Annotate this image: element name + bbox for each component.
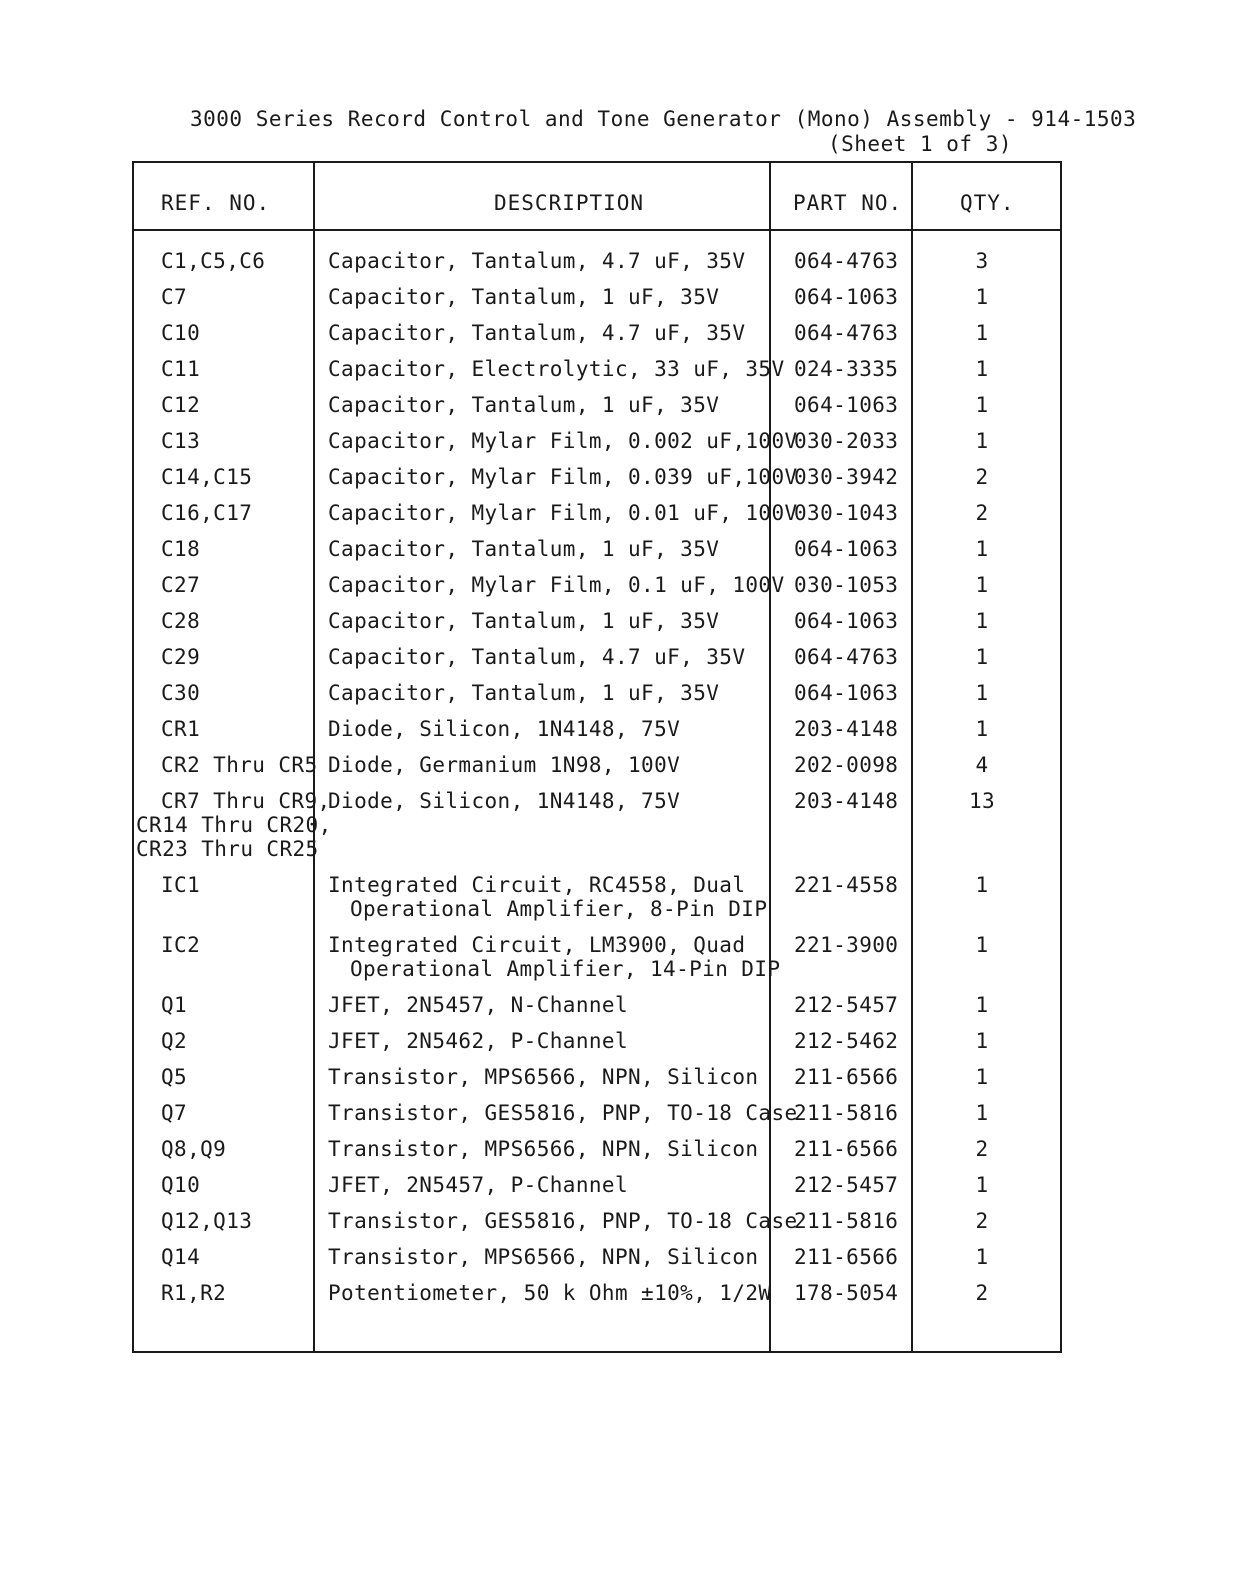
ref-text: C10: [161, 321, 201, 345]
description-text: Diode, Silicon, 1N4148, 75V: [328, 717, 681, 741]
description-cell: [328, 1173, 628, 1197]
part-number-cell: 030-2033: [794, 429, 899, 453]
part-number-cell: 064-4763: [794, 249, 899, 273]
description-text: Capacitor, Tantalum, 1 uF, 35V: [328, 285, 720, 309]
description-text: Capacitor, Tantalum, 1 uF, 35V: [328, 681, 720, 705]
description-cell: [328, 285, 719, 309]
ref-cell: [161, 321, 200, 345]
qty-cell: 1: [975, 873, 989, 897]
table-row: [134, 285, 1060, 321]
ref-cell: [161, 753, 318, 777]
qty-cell: 1: [975, 573, 989, 597]
description-text: Capacitor, Tantalum, 1 uF, 35V: [328, 537, 720, 561]
description-text: JFET, 2N5457, P-Channel: [328, 1173, 628, 1197]
table-row: [134, 681, 1060, 717]
part-number-cell: 064-4763: [794, 645, 899, 669]
qty-cell: 1: [975, 1029, 989, 1053]
header-ref: REF. NO.: [161, 191, 271, 215]
qty-cell: 1: [975, 1101, 989, 1125]
table-row: [134, 429, 1060, 465]
description-cell: [328, 429, 798, 453]
ref-cell: [161, 573, 200, 597]
ref-cell: [161, 465, 252, 489]
part-number-cell: 064-4763: [794, 321, 899, 345]
ref-text: CR2 Thru CR5: [161, 753, 318, 777]
table-row: [134, 609, 1060, 645]
ref-text: C29: [161, 645, 201, 669]
table-row: [134, 465, 1060, 501]
ref-cell: [161, 1065, 187, 1089]
ref-cell: [161, 1029, 187, 1053]
ref-cell: [161, 645, 200, 669]
table-row: [134, 1209, 1060, 1245]
qty-cell: 1: [975, 393, 989, 417]
table-row: [134, 1137, 1060, 1173]
description-text: Capacitor, Mylar Film, 0.039 uF,100V: [328, 465, 798, 489]
ref-cell: [161, 249, 265, 273]
part-number-cell: 203-4148: [794, 789, 899, 813]
qty-cell: 1: [975, 321, 989, 345]
description-cell: [328, 501, 798, 525]
ref-cell: [161, 681, 200, 705]
table-row: [134, 321, 1060, 357]
ref-cell: [161, 501, 252, 525]
ref-cell: [161, 357, 200, 381]
qty-cell: 2: [975, 501, 989, 525]
table-row: [134, 645, 1060, 681]
qty-cell: 1: [975, 537, 989, 561]
table-row: [134, 753, 1060, 789]
ref-cell: [161, 993, 187, 1017]
description-cell: [328, 789, 680, 813]
part-number-cell: 212-5457: [794, 993, 899, 1017]
description-cell: [328, 717, 680, 741]
description-text: Capacitor, Tantalum, 4.7 uF, 35V: [328, 321, 746, 345]
description-text: Capacitor, Tantalum, 4.7 uF, 35V: [328, 645, 746, 669]
part-number-cell: 064-1063: [794, 285, 899, 309]
description-text: Capacitor, Mylar Film, 0.002 uF,100V: [328, 429, 798, 453]
part-number-cell: 203-4148: [794, 717, 899, 741]
ref-text: C1,C5,C6: [161, 249, 266, 273]
description-text: JFET, 2N5462, P-Channel: [328, 1029, 628, 1053]
ref-text: C18: [161, 537, 201, 561]
description-text: Integrated Circuit, RC4558, Dual: [328, 873, 746, 897]
ref-text: Q2: [161, 1029, 188, 1053]
description-cell: [328, 1065, 758, 1089]
ref-text: Q12,Q13: [161, 1209, 253, 1233]
description-text: Integrated Circuit, LM3900, Quad: [328, 933, 746, 957]
ref-text: C27: [161, 573, 201, 597]
part-number-cell: 212-5462: [794, 1029, 899, 1053]
table-row: [134, 1065, 1060, 1101]
ref-text: R1,R2: [161, 1281, 227, 1305]
description-text: Capacitor, Tantalum, 4.7 uF, 35V: [328, 249, 746, 273]
ref-text: C16,C17: [161, 501, 253, 525]
ref-cell: [161, 393, 200, 417]
part-number-cell: 202-0098: [794, 753, 899, 777]
ref-text: CR7 Thru CR9,: [161, 789, 331, 813]
qty-cell: 1: [975, 1173, 989, 1197]
document-title: 3000 Series Record Control and Tone Generator (Mono) Assembly - 914-1503: [190, 107, 1137, 131]
part-number-cell: 024-3335: [794, 357, 899, 381]
description-text: Diode, Silicon, 1N4148, 75V: [328, 789, 681, 813]
ref-cell: [161, 609, 200, 633]
part-number-cell: 211-5816: [794, 1209, 899, 1233]
ref-text: CR14 Thru CR20,: [136, 813, 332, 837]
part-number-cell: 211-6566: [794, 1137, 899, 1161]
qty-cell: 2: [975, 1137, 989, 1161]
ref-cell: [161, 537, 200, 561]
table-row: [134, 1173, 1060, 1209]
ref-text: C12: [161, 393, 201, 417]
ref-text: C30: [161, 681, 201, 705]
table-row: [134, 1245, 1060, 1281]
qty-cell: 1: [975, 681, 989, 705]
table-row: [134, 249, 1060, 285]
table-row: [134, 537, 1060, 573]
part-number-cell: 221-3900: [794, 933, 899, 957]
ref-cell: [161, 285, 187, 309]
description-text: Operational Amplifier, 8-Pin DIP: [350, 897, 768, 921]
header-description: DESCRIPTION: [494, 191, 645, 215]
part-number-cell: 064-1063: [794, 609, 899, 633]
header-qty: QTY.: [960, 191, 1015, 215]
ref-text: C28: [161, 609, 201, 633]
ref-text: Q1: [161, 993, 188, 1017]
part-number-cell: 030-1043: [794, 501, 899, 525]
description-cell: [328, 1209, 798, 1233]
part-number-cell: 221-4558: [794, 873, 899, 897]
table-row: [134, 501, 1060, 537]
table-row: [134, 933, 1060, 993]
part-number-cell: 178-5054: [794, 1281, 899, 1305]
description-cell: [328, 873, 767, 921]
ref-text: C14,C15: [161, 465, 253, 489]
qty-cell: 4: [975, 753, 989, 777]
header-part: PART NO.: [793, 191, 903, 215]
part-number-cell: 211-5816: [794, 1101, 899, 1125]
ref-text: IC1: [161, 873, 201, 897]
table-row: [134, 1101, 1060, 1137]
description-cell: [328, 933, 780, 981]
qty-cell: 1: [975, 1065, 989, 1089]
parts-table: [132, 161, 1062, 1353]
ref-cell: [161, 1209, 252, 1233]
ref-text: Q8,Q9: [161, 1137, 227, 1161]
qty-cell: 1: [975, 285, 989, 309]
ref-text: Q5: [161, 1065, 188, 1089]
ref-text: IC2: [161, 933, 201, 957]
description-cell: [328, 393, 719, 417]
description-cell: [328, 357, 785, 381]
description-text: Transistor, GES5816, PNP, TO-18 Case: [328, 1209, 798, 1233]
table-row: [134, 1029, 1060, 1065]
qty-cell: 2: [975, 1209, 989, 1233]
part-number-cell: 212-5457: [794, 1173, 899, 1197]
ref-cell: [161, 429, 200, 453]
description-text: JFET, 2N5457, N-Channel: [328, 993, 628, 1017]
description-cell: [328, 681, 719, 705]
description-cell: [328, 1281, 771, 1305]
ref-cell: [161, 1101, 187, 1125]
qty-cell: 2: [975, 1281, 989, 1305]
qty-cell: 3: [975, 249, 989, 273]
ref-text: Q10: [161, 1173, 201, 1197]
description-cell: [328, 645, 745, 669]
part-number-cell: 064-1063: [794, 681, 899, 705]
ref-text: C13: [161, 429, 201, 453]
description-text: Transistor, GES5816, PNP, TO-18 Case: [328, 1101, 798, 1125]
description-cell: [328, 537, 719, 561]
qty-cell: 13: [968, 789, 996, 813]
qty-cell: 1: [975, 609, 989, 633]
ref-text: CR1: [161, 717, 201, 741]
description-cell: [328, 609, 719, 633]
description-text: Transistor, MPS6566, NPN, Silicon: [328, 1245, 759, 1269]
table-row: [134, 717, 1060, 753]
qty-cell: 1: [975, 717, 989, 741]
qty-cell: 1: [975, 1245, 989, 1269]
table-body: [134, 249, 1060, 1317]
ref-cell: [161, 1281, 226, 1305]
ref-text: CR23 Thru CR25: [136, 837, 319, 861]
description-cell: [328, 1029, 628, 1053]
ref-cell: [161, 1173, 200, 1197]
table-row: [134, 873, 1060, 933]
part-number-cell: 030-1053: [794, 573, 899, 597]
qty-cell: 2: [975, 465, 989, 489]
ref-cell: [161, 873, 200, 897]
description-cell: [328, 1137, 758, 1161]
description-cell: [328, 465, 798, 489]
part-number-cell: 030-3942: [794, 465, 899, 489]
description-cell: [328, 573, 785, 597]
description-text: Transistor, MPS6566, NPN, Silicon: [328, 1137, 759, 1161]
ref-text: Q7: [161, 1101, 188, 1125]
ref-text: Q14: [161, 1245, 201, 1269]
ref-cell: [161, 717, 200, 741]
table-row: [134, 1281, 1060, 1317]
description-text: Diode, Germanium 1N98, 100V: [328, 753, 681, 777]
table-row: [134, 357, 1060, 393]
ref-cell: [161, 1245, 200, 1269]
ref-cell: [161, 933, 200, 957]
part-number-cell: 064-1063: [794, 537, 899, 561]
description-text: Transistor, MPS6566, NPN, Silicon: [328, 1065, 759, 1089]
qty-cell: 1: [975, 357, 989, 381]
ref-text: C7: [161, 285, 188, 309]
qty-cell: 1: [975, 645, 989, 669]
description-text: Potentiometer, 50 k Ohm ±10%, 1/2W: [328, 1281, 772, 1305]
description-text: Capacitor, Tantalum, 1 uF, 35V: [328, 393, 720, 417]
description-text: Capacitor, Mylar Film, 0.1 uF, 100V: [328, 573, 785, 597]
table-row: [134, 573, 1060, 609]
table-row: [134, 993, 1060, 1029]
description-cell: [328, 249, 745, 273]
qty-cell: 1: [975, 993, 989, 1017]
qty-cell: 1: [975, 933, 989, 957]
ref-cell: [136, 789, 332, 861]
description-cell: [328, 1101, 798, 1125]
header-divider: [134, 229, 1060, 231]
part-number-cell: 211-6566: [794, 1245, 899, 1269]
description-text: Operational Amplifier, 14-Pin DIP: [350, 957, 781, 981]
description-cell: [328, 321, 745, 345]
ref-cell: [161, 1137, 226, 1161]
description-cell: [328, 753, 680, 777]
ref-text: C11: [161, 357, 201, 381]
description-text: Capacitor, Tantalum, 1 uF, 35V: [328, 609, 720, 633]
description-cell: [328, 1245, 758, 1269]
description-text: Capacitor, Mylar Film, 0.01 uF, 100V: [328, 501, 798, 525]
description-cell: [328, 993, 628, 1017]
part-number-cell: 211-6566: [794, 1065, 899, 1089]
description-text: Capacitor, Electrolytic, 33 uF, 35V: [328, 357, 785, 381]
table-row: [134, 789, 1060, 873]
part-number-cell: 064-1063: [794, 393, 899, 417]
qty-cell: 1: [975, 429, 989, 453]
table-row: [134, 393, 1060, 429]
sheet-number: (Sheet 1 of 3): [828, 132, 1013, 156]
